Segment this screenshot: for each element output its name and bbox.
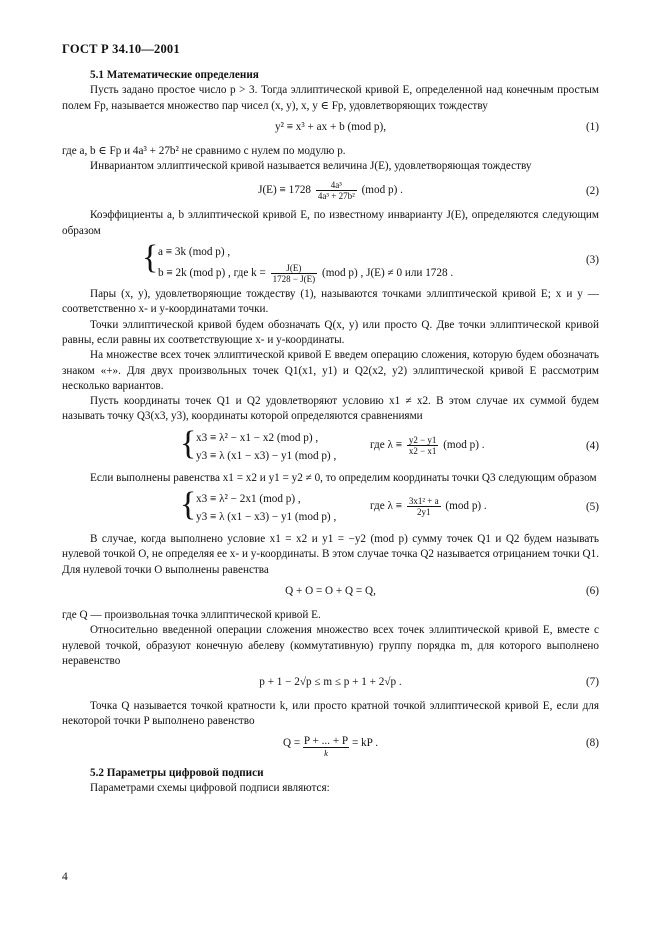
- equation-number: (4): [585, 439, 599, 452]
- fraction-numerator: 4a³: [316, 180, 357, 191]
- equation-text: b ≡ 2k (mod p) , где k =: [158, 267, 266, 280]
- document-content: [62, 68, 599, 796]
- equation-text: (mod p) .: [445, 500, 487, 513]
- equation-number: (2): [585, 185, 599, 198]
- equation-number: (7): [585, 676, 599, 689]
- brace: {: [142, 239, 159, 277]
- equation-text: где λ ≡: [370, 500, 403, 513]
- paragraph: На множестве всех точек эллиптической кривой E введем операцию сложения, которую будем обозначать знаком «+». Для двух произвольных точек Q1(x1, y1) и Q2(x2, y2) эллиптической кривой E рассмотрим несколько вариантов.: [62, 349, 599, 392]
- fraction-denominator: 4a³ + 27b²: [317, 191, 355, 202]
- fraction-numerator: J(E): [271, 263, 318, 274]
- equation-3: [62, 239, 599, 287]
- paragraph: В случае, когда выполнено условие x1 = x2 и y1 = −y2 (mod p) сумму точек Q1 и Q2 будем называть нулевой точкой O, не определяя ее x- и y-координаты. В этом случае точка Q2 называется отрицанием точки Q1. Для нулевой точки O выполнены равенства: [62, 533, 599, 576]
- document-header: ГОСТ Р 34.10—2001: [62, 42, 180, 56]
- equation-1: [62, 114, 599, 144]
- equation-text: (mod p) , J(E) ≠ 0 или 1728 .: [321, 267, 454, 280]
- underbrace-label: k: [324, 747, 328, 758]
- fraction-denominator: x2 − x1: [408, 445, 437, 456]
- paragraph: Параметрами схемы цифровой подписи являются:: [90, 782, 330, 795]
- fraction-denominator: 2y1: [416, 507, 431, 518]
- equation-line: [370, 435, 485, 456]
- equation-text: y² ≡ x³ + ax + b (mod p),: [274, 120, 387, 133]
- section-heading-5-2: 5.2 Параметры цифровой подписи: [90, 766, 264, 779]
- equation-line: [158, 263, 453, 284]
- equation-number: (1): [585, 120, 599, 133]
- paragraph: где a, b ∈ Fp и 4a³ + 27b² не сравнимо с нулем по модулю p.: [62, 144, 346, 157]
- underbrace-term: P + ... + P: [303, 734, 349, 747]
- paragraph: Пары (x, y), удовлетворяющие тождеству (1), называются точками эллиптической кривой E; x и y — соответственно x- и y-координатами точки.: [62, 288, 599, 316]
- equation-6: [62, 578, 599, 608]
- equation-text: Q + O = O + Q = Q,: [285, 584, 376, 597]
- equation-body: [62, 736, 599, 759]
- equation-7: [62, 669, 599, 699]
- fraction: [316, 180, 357, 201]
- paragraph: Коэффициенты a, b эллиптической кривой E, по известному инварианту J(E), определяются следующим образом: [62, 209, 599, 237]
- fraction-numerator: y2 − y1: [408, 434, 437, 445]
- fraction: [271, 263, 318, 284]
- equation-line: x3 ≡ λ² − x1 − x2 (mod p) ,: [196, 431, 319, 444]
- equation-text: Q =: [282, 736, 301, 749]
- equation-text: где λ ≡: [370, 438, 403, 451]
- paragraph: где Q — произвольная точка эллиптической кривой E.: [62, 608, 321, 621]
- equation-number: (8): [585, 736, 599, 749]
- equation-2: [62, 174, 599, 208]
- underbrace: [303, 736, 349, 759]
- equation-line: y3 ≡ λ (x1 − x3) − y1 (mod p) ,: [196, 511, 337, 524]
- equation-text: (mod p) .: [443, 438, 485, 451]
- section-heading-5-1: 5.1 Математические определения: [90, 69, 259, 81]
- equation-body: [62, 180, 599, 201]
- equation-8: [62, 730, 599, 766]
- fraction-denominator: 1728 − J(E): [272, 274, 316, 285]
- page-number: 4: [62, 871, 68, 883]
- equation-text: J(E) ≡ 1728: [258, 184, 312, 197]
- equation-5: [62, 486, 599, 532]
- equation-number: (6): [585, 584, 599, 597]
- fraction: [407, 435, 439, 456]
- equation-line: y3 ≡ λ (x1 − x3) − y1 (mod p) ,: [196, 449, 337, 462]
- paragraph: Относительно введенной операции сложения множество всех точек эллиптической кривой E, вместе с нулевой точкой, образуют конечную абелеву (коммутативную) группу порядка m, для которого выполнено неравенство: [62, 624, 599, 667]
- paragraph: Если выполнены равенства x1 = x2 и y1 = y2 ≠ 0, то определим координаты точки Q3 следующим образом: [90, 471, 597, 484]
- equation-number: (3): [585, 254, 599, 267]
- equation-number: (5): [585, 501, 599, 514]
- equation-text: = kP .: [351, 736, 379, 749]
- paragraph: Инвариантом эллиптической кривой называется величина J(E), удовлетворяющая тождеству: [90, 160, 532, 173]
- equation-4: [62, 425, 599, 471]
- paragraph: Точка Q называется точкой кратности k, или просто кратной точкой эллиптической кривой E, если для некоторой точки P выполнено равенство: [62, 700, 599, 728]
- paragraph: Точки эллиптической кривой будем обозначать Q(x, y) или просто Q. Две точки эллиптической кривой равны, если равны их соответствующие x- и y-координаты.: [62, 318, 599, 346]
- paragraph: Пусть задано простое число p > 3. Тогда эллиптической кривой E, определенной над конечным простым полем Fp, называется множество пар чисел (x, y), x, y ∈ Fp, удовлетворяющих тождеству: [62, 84, 599, 112]
- equation-text: p + 1 − 2√p ≤ m ≤ p + 1 + 2√p .: [259, 676, 402, 689]
- equation-text: (mod p) .: [361, 184, 403, 197]
- equation-line: [370, 496, 487, 517]
- brace: {: [180, 424, 197, 462]
- paragraph: Пусть координаты точек Q1 и Q2 удовлетворяют условию x1 ≠ x2. В этом случае их суммой будем называть точку Q3(x3, y3), координаты которой определяются сравнениями: [62, 395, 599, 423]
- brace: {: [180, 486, 197, 524]
- fraction-numerator: 3x1² + a: [408, 496, 439, 507]
- equation-line: a ≡ 3k (mod p) ,: [158, 246, 231, 259]
- fraction: [407, 496, 441, 517]
- equation-line: x3 ≡ λ² − 2x1 (mod p) ,: [196, 493, 301, 506]
